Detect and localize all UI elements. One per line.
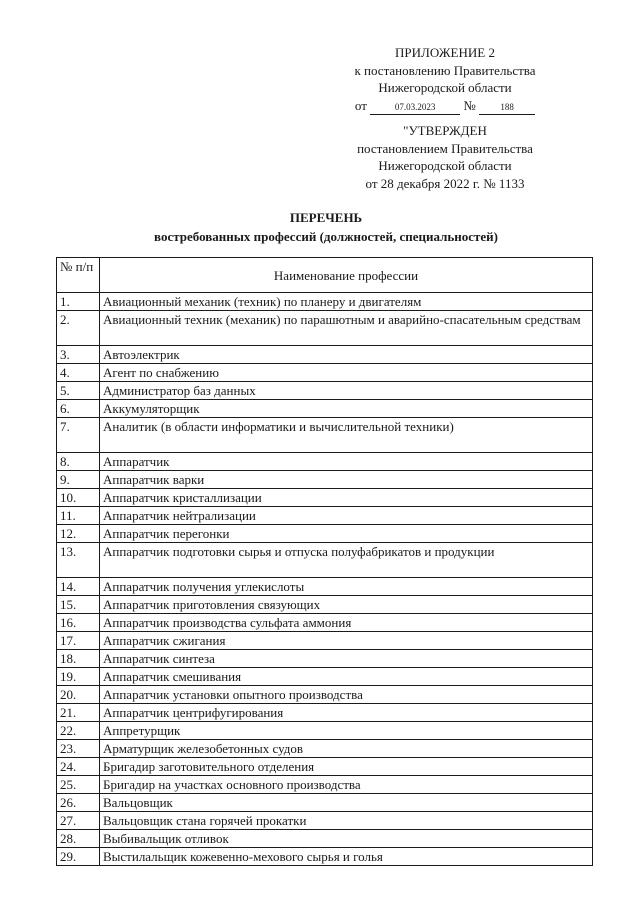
table-row <box>57 794 593 812</box>
row-profession-name: Вальцовщик <box>100 794 593 812</box>
row-profession-name: Аппаратчик получения углекислоты <box>100 578 593 596</box>
table-row <box>57 418 593 453</box>
row-number: 20. <box>57 686 100 704</box>
row-profession-name: Аппаратчик установки опытного производства <box>100 686 593 704</box>
document-title <box>56 208 596 246</box>
appendix-title: ПРИЛОЖЕНИЕ 2 <box>395 45 495 60</box>
row-number: 6. <box>57 400 100 418</box>
row-number: 9. <box>57 471 100 489</box>
table-row <box>57 848 593 866</box>
date-prefix: от <box>354 97 367 113</box>
table-row <box>57 364 593 382</box>
table-row <box>57 293 593 311</box>
row-profession-name: Авиационный механик (техник) по планеру и двигателям <box>100 293 593 311</box>
row-profession-name: Вальцовщик стана горячей прокатки <box>100 812 593 830</box>
row-profession-name: Бригадир на участках основного производства <box>100 776 593 794</box>
table-row <box>57 614 593 632</box>
approved-line-3: Нижегородской области <box>378 158 512 173</box>
appendix-date-line <box>330 97 560 115</box>
table-row <box>57 812 593 830</box>
row-number: 24. <box>57 758 100 776</box>
row-profession-name: Выбивальщик отливок <box>100 830 593 848</box>
number-value: 188 <box>479 100 535 115</box>
table-row <box>57 686 593 704</box>
professions-table <box>56 257 593 866</box>
table-row <box>57 758 593 776</box>
appendix-header <box>330 44 560 115</box>
approved-line-4: от 28 декабря 2022 г. № 1133 <box>365 175 525 191</box>
table-row <box>57 740 593 758</box>
row-number: 7. <box>57 418 100 453</box>
title-line-1: ПЕРЕЧЕНЬ <box>289 210 363 225</box>
row-number: 8. <box>57 453 100 471</box>
row-number: 16. <box>57 614 100 632</box>
row-profession-name: Аппаратчик приготовления связующих <box>100 596 593 614</box>
approved-block <box>330 122 560 192</box>
row-number: 27. <box>57 812 100 830</box>
table-row <box>57 311 593 346</box>
row-number: 25. <box>57 776 100 794</box>
row-number: 12. <box>57 525 100 543</box>
table-row <box>57 525 593 543</box>
row-profession-name: Аппаратчик сжигания <box>100 632 593 650</box>
row-number: 2. <box>57 311 100 346</box>
row-number: 26. <box>57 794 100 812</box>
table-row <box>57 830 593 848</box>
row-number: 28. <box>57 830 100 848</box>
row-profession-name: Аппаратчик варки <box>100 471 593 489</box>
table-row <box>57 489 593 507</box>
row-number: 29. <box>57 848 100 866</box>
table-row <box>57 346 593 364</box>
table-row <box>57 471 593 489</box>
row-profession-name: Выстилальщик кожевенно-мехового сырья и голья <box>100 848 593 866</box>
column-header-name: Наименование профессии <box>100 258 593 293</box>
row-profession-name: Аппаратчик нейтрализации <box>100 507 593 525</box>
table-row <box>57 382 593 400</box>
column-header-number: № п/п <box>57 258 100 293</box>
row-profession-name: Автоэлектрик <box>100 346 593 364</box>
table-row <box>57 578 593 596</box>
row-number: 21. <box>57 704 100 722</box>
table-row <box>57 596 593 614</box>
row-number: 3. <box>57 346 100 364</box>
table-row <box>57 722 593 740</box>
row-number: 4. <box>57 364 100 382</box>
row-profession-name: Аппаратчик синтеза <box>100 650 593 668</box>
number-prefix: № <box>463 97 476 113</box>
row-profession-name: Авиационный техник (механик) по парашютным и аварийно-спасательным средствам <box>100 311 593 346</box>
row-profession-name: Аккумуляторщик <box>100 400 593 418</box>
row-profession-name: Аппаратчик кристаллизации <box>100 489 593 507</box>
table-row <box>57 650 593 668</box>
row-number: 17. <box>57 632 100 650</box>
table-row <box>57 507 593 525</box>
row-number: 15. <box>57 596 100 614</box>
row-profession-name: Аппретурщик <box>100 722 593 740</box>
row-profession-name: Бригадир заготовительного отделения <box>100 758 593 776</box>
row-number: 5. <box>57 382 100 400</box>
table-row <box>57 400 593 418</box>
table-row <box>57 668 593 686</box>
approved-line-1: "УТВЕРЖДЕН <box>403 123 487 138</box>
row-number: 13. <box>57 543 100 578</box>
row-number: 19. <box>57 668 100 686</box>
row-number: 22. <box>57 722 100 740</box>
appendix-line-3: Нижегородской области <box>378 80 512 95</box>
row-profession-name: Арматурщик железобетонных судов <box>100 740 593 758</box>
row-profession-name: Аппаратчик смешивания <box>100 668 593 686</box>
row-profession-name: Аналитик (в области информатики и вычислительной техники) <box>100 418 593 453</box>
row-number: 14. <box>57 578 100 596</box>
table-row <box>57 704 593 722</box>
approved-line-2: постановлением Правительства <box>357 140 533 156</box>
table-body <box>57 293 593 866</box>
row-profession-name: Аппаратчик <box>100 453 593 471</box>
row-number: 10. <box>57 489 100 507</box>
row-profession-name: Агент по снабжению <box>100 364 593 382</box>
row-profession-name: Аппаратчик производства сульфата аммония <box>100 614 593 632</box>
title-line-2: востребованных профессий (должностей, специальностей) <box>154 229 498 244</box>
row-profession-name: Администратор баз данных <box>100 382 593 400</box>
table-row <box>57 776 593 794</box>
table-row <box>57 632 593 650</box>
row-number: 1. <box>57 293 100 311</box>
date-value: 07.03.2023 <box>370 100 460 115</box>
row-number: 11. <box>57 507 100 525</box>
row-number: 23. <box>57 740 100 758</box>
table-row <box>57 543 593 578</box>
row-number: 18. <box>57 650 100 668</box>
row-profession-name: Аппаратчик центрифугирования <box>100 704 593 722</box>
row-profession-name: Аппаратчик перегонки <box>100 525 593 543</box>
table-row <box>57 453 593 471</box>
row-profession-name: Аппаратчик подготовки сырья и отпуска полуфабрикатов и продукции <box>100 543 593 578</box>
table-header-row <box>57 258 593 293</box>
appendix-line-2: к постановлению Правительства <box>354 62 536 78</box>
